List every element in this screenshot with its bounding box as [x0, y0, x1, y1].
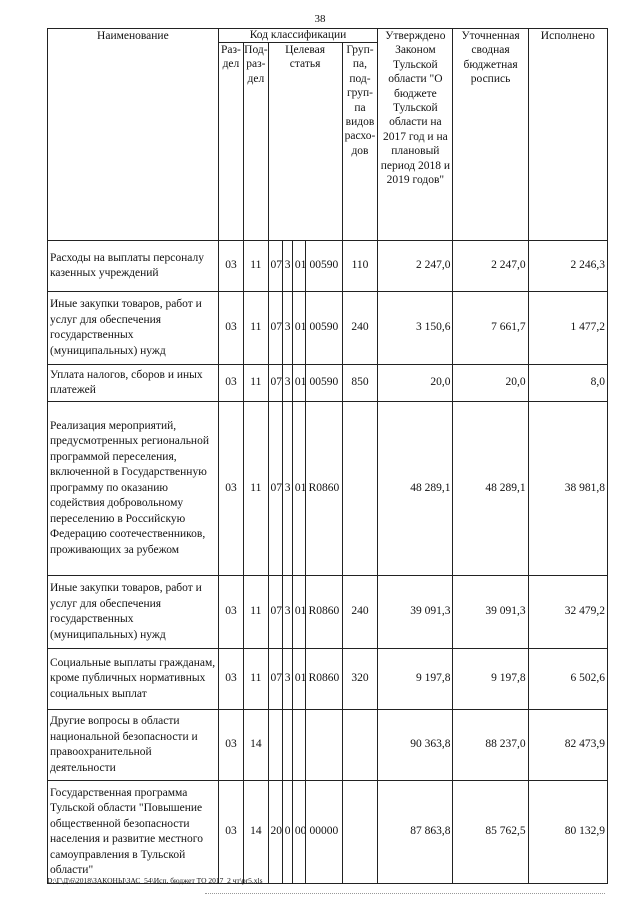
row-subsection: 11: [244, 241, 268, 292]
row-target-subprogram: 3: [282, 576, 292, 649]
row-expense-group: 110: [342, 241, 378, 292]
row-target-program: 07: [268, 576, 282, 649]
row-approved: 39 091,3: [378, 576, 453, 649]
row-target-event: 01: [292, 649, 305, 710]
table-row: [48, 576, 608, 649]
row-target-direction: 00590: [306, 241, 343, 292]
row-subsection: 11: [244, 365, 268, 402]
row-target-subprogram: 3: [282, 649, 292, 710]
row-subsection: 14: [244, 710, 268, 781]
row-target-subprogram: [282, 710, 292, 781]
row-target-event: 00: [292, 781, 305, 884]
row-section: 03: [218, 365, 243, 402]
row-name: Государственная программа Тульской области "Повышение общественной безопасности населения и развитие местного самоуправления в Тульской области": [48, 781, 219, 884]
row-target-program: 07: [268, 365, 282, 402]
row-target-subprogram: 3: [282, 365, 292, 402]
row-target-subprogram: 3: [282, 402, 292, 576]
header-refined: Уточненная сводная бюджетная роспись: [453, 29, 528, 241]
row-target-direction: 00590: [306, 292, 343, 365]
table-row: [48, 292, 608, 365]
header-target-article: Целевая статья: [268, 43, 342, 241]
row-section: 03: [218, 649, 243, 710]
row-refined: 39 091,3: [453, 576, 528, 649]
row-name: Иные закупки товаров, работ и услуг для обеспечения государственных (муниципальных) нужд: [48, 576, 219, 649]
row-target-event: [292, 710, 305, 781]
row-approved: 9 197,8: [378, 649, 453, 710]
table-row: [48, 649, 608, 710]
header-subsection: Под- раз- дел: [244, 43, 268, 241]
row-refined: 85 762,5: [453, 781, 528, 884]
row-target-subprogram: 3: [282, 241, 292, 292]
row-section: 03: [218, 710, 243, 781]
row-subsection: 11: [244, 402, 268, 576]
row-expense-group: 240: [342, 292, 378, 365]
row-target-event: 01: [292, 576, 305, 649]
row-subsection: 11: [244, 576, 268, 649]
row-refined: 9 197,8: [453, 649, 528, 710]
row-expense-group: 850: [342, 365, 378, 402]
row-refined: 48 289,1: [453, 402, 528, 576]
row-executed: 80 132,9: [528, 781, 607, 884]
row-target-program: 07: [268, 292, 282, 365]
row-name: Другие вопросы в области национальной безопасности и правоохранительной деятельности: [48, 710, 219, 781]
row-approved: 48 289,1: [378, 402, 453, 576]
row-subsection: 11: [244, 649, 268, 710]
table-row: [48, 365, 608, 402]
row-approved: 87 863,8: [378, 781, 453, 884]
row-expense-group: [342, 402, 378, 576]
table-row: [48, 710, 608, 781]
row-target-direction: 00000: [306, 781, 343, 884]
row-target-direction: 00590: [306, 365, 343, 402]
row-subsection: 11: [244, 292, 268, 365]
row-executed: 38 981,8: [528, 402, 607, 576]
row-name: Реализация мероприятий, предусмотренных региональной программой переселения, включенной в Государственную программу по оказанию содействия добровольному переселению в Российскую Федерацию соотечественников, проживающих за рубежом: [48, 402, 219, 576]
row-executed: 8,0: [528, 365, 607, 402]
row-approved: 2 247,0: [378, 241, 453, 292]
row-section: 03: [218, 241, 243, 292]
row-target-event: 01: [292, 292, 305, 365]
row-refined: 7 661,7: [453, 292, 528, 365]
row-target-direction: R0860: [306, 649, 343, 710]
table-row: [48, 241, 608, 292]
table-row: [48, 402, 608, 576]
row-executed: 6 502,6: [528, 649, 607, 710]
header-name: Наименование: [48, 29, 219, 241]
row-target-direction: [306, 710, 343, 781]
row-expense-group: [342, 710, 378, 781]
row-name: Иные закупки товаров, работ и услуг для обеспечения государственных (муниципальных) нужд: [48, 292, 219, 365]
header-executed: Исполнено: [528, 29, 607, 241]
row-expense-group: 240: [342, 576, 378, 649]
header-classification: Код классификации: [218, 29, 378, 43]
row-target-program: 20: [268, 781, 282, 884]
row-target-subprogram: 3: [282, 292, 292, 365]
row-expense-group: 320: [342, 649, 378, 710]
row-section: 03: [218, 402, 243, 576]
row-name: Расходы на выплаты персоналу казенных учреждений: [48, 241, 219, 292]
row-target-event: 01: [292, 241, 305, 292]
row-approved: 20,0: [378, 365, 453, 402]
row-target-direction: R0860: [306, 576, 343, 649]
row-target-subprogram: 0: [282, 781, 292, 884]
row-target-direction: R0860: [306, 402, 343, 576]
row-refined: 88 237,0: [453, 710, 528, 781]
footer-file-path: D:\Г\Д\6\2018\ЗАКОНЫ\ЗАС_54\Исп. бюджет ТО 2017_2 чт\pr5.xls: [47, 876, 263, 885]
row-target-event: 01: [292, 402, 305, 576]
row-approved: 90 363,8: [378, 710, 453, 781]
row-executed: 82 473,9: [528, 710, 607, 781]
page-number: 38: [314, 13, 326, 25]
row-section: 03: [218, 292, 243, 365]
row-expense-group: [342, 781, 378, 884]
row-target-program: 07: [268, 241, 282, 292]
row-name: Социальные выплаты гражданам, кроме публичных нормативных социальных выплат: [48, 649, 219, 710]
row-name: Уплата налогов, сборов и иных платежей: [48, 365, 219, 402]
row-target-program: 07: [268, 402, 282, 576]
row-target-program: 07: [268, 649, 282, 710]
row-subsection: 14: [244, 781, 268, 884]
row-executed: 2 246,3: [528, 241, 607, 292]
footer-divider: [205, 893, 605, 894]
row-section: 03: [218, 576, 243, 649]
row-approved: 3 150,6: [378, 292, 453, 365]
table-row: [48, 781, 608, 884]
header-section: Раз- дел: [218, 43, 243, 241]
row-refined: 20,0: [453, 365, 528, 402]
row-executed: 32 479,2: [528, 576, 607, 649]
header-approved: Утверждено Законом Тульской области "О бюджете Тульской области на 2017 год и на плановый период 2018 и 2019 годов": [378, 29, 453, 241]
row-target-event: 01: [292, 365, 305, 402]
budget-table: [47, 28, 608, 884]
row-executed: 1 477,2: [528, 292, 607, 365]
header-expense-group: Груп- па, под- груп- па видов расхо- дов: [342, 43, 378, 241]
row-section: 03: [218, 781, 243, 884]
row-refined: 2 247,0: [453, 241, 528, 292]
row-target-program: [268, 710, 282, 781]
